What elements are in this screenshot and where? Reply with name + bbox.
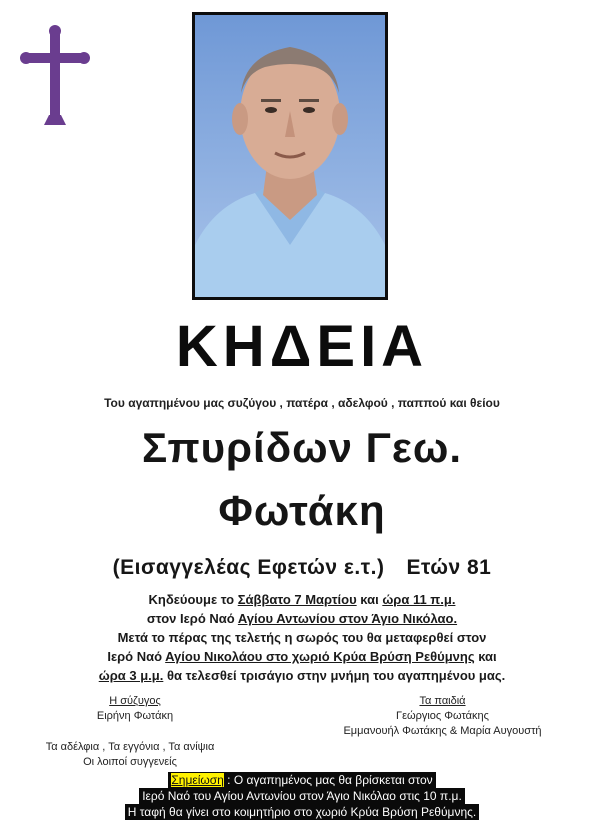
page-title: ΚΗΔΕΙΑ bbox=[175, 314, 429, 379]
funeral-date: Σάββατο 7 Μαρτίου bbox=[237, 592, 357, 607]
funeral-time: ώρα 11 π.μ. bbox=[382, 592, 456, 607]
signature-relatives: Τα αδέλφια , Τα εγγόνια , Τα ανίψια Οι λοιποί συγγενείς bbox=[45, 741, 215, 768]
profession-title: (Εισαγγελέας Εφετών ε.τ.) bbox=[112, 556, 385, 579]
notice-box: Σημείωση : Ο αγαπημένος μας θα βρίσκεται στον Ιερό Ναό του Αγίου Αντωνίου στον Άγιο Νικόλαο στις 10 π.μ. Η ταφή θα γίνει στο κοιμητήριο στο χωριό Κρύα Βρύση Ρεθύμνης. bbox=[0, 772, 604, 820]
signature-children: Τα παιδιά Γεώργιος Φωτάκης Εμμανουήλ Φωτάκης & Μαρία Αυγουστή bbox=[343, 695, 542, 737]
trisagion-time: ώρα 3 μ.μ. bbox=[98, 668, 164, 683]
announcement: Κηδεύουμε το Σάββατο 7 Μαρτίου και ώρα 11 π.μ. στον Ιερό Ναό Αγίου Αντωνίου στον Άγιο Νικόλαο. Μετά το πέρας της τελετής η σωρός του θα μεταφερθεί στον Ιερό Ναό Αγίου Νικολάου στο χωριό Κρύα Βρύση Ρεθύμνης και ώρα 3 μ.μ. θα τελεσθεί τρισάγιο στην μνήμη του αγαπημένου μας. bbox=[98, 592, 506, 683]
notice-label: Σημείωση bbox=[171, 773, 224, 787]
second-church: Αγίου Νικολάου στο χωριό Κρύα Βρύση Ρεθύμνης bbox=[165, 649, 475, 664]
deceased-name-first: Σπυρίδων Γεω. bbox=[141, 424, 463, 471]
cross-icon bbox=[20, 25, 90, 125]
age: Ετών 81 bbox=[406, 556, 492, 579]
subtitle: Του αγαπημένου μας συζύγου , πατέρα , αδελφού , παππού και θείου bbox=[104, 396, 500, 410]
portrait-photo bbox=[192, 12, 388, 300]
signature-wife: Η σύζυγος Ειρήνη Φωτάκη bbox=[96, 695, 174, 722]
funeral-church: Αγίου Αντωνίου στον Άγιο Νικόλαο. bbox=[237, 611, 458, 626]
deceased-name-last: Φωτάκη bbox=[218, 487, 386, 534]
profession-line bbox=[0, 556, 604, 580]
